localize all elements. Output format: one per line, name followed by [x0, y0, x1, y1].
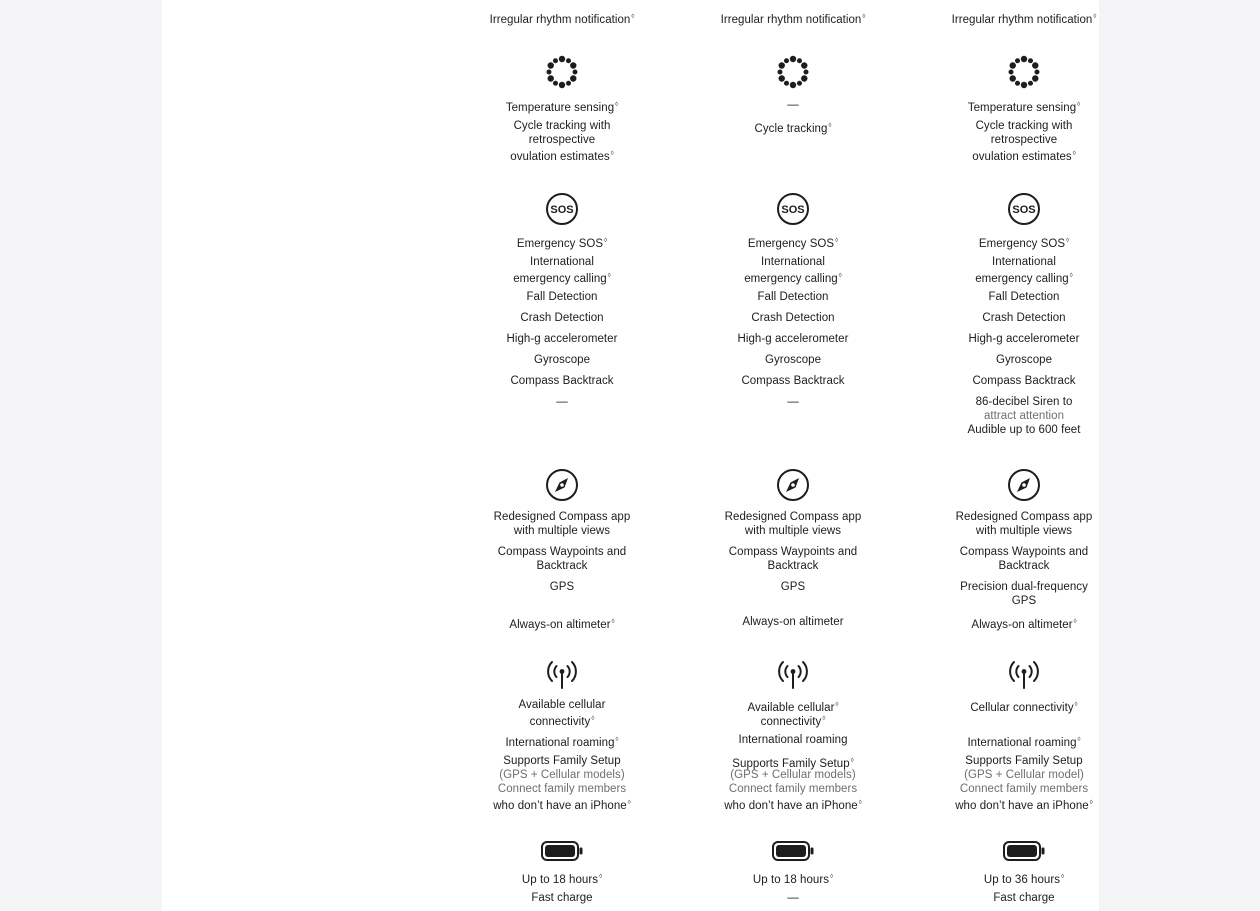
- spec-always-on-altimeter: [924, 615, 1124, 632]
- spec-ovulation-estimates: [462, 147, 662, 164]
- spec-text: High-g accelerometer: [968, 333, 1080, 345]
- spec-emergency-calling: [924, 269, 1124, 286]
- sos-icon: [1006, 191, 1042, 227]
- footnote-mark: ◊: [1061, 874, 1065, 880]
- spec-text: Always-on altimeter: [742, 616, 844, 628]
- spec-gps-cellular-models: [462, 768, 662, 782]
- spec-who-don-t-have-an-iphone: [462, 796, 662, 813]
- spec-text: Redesigned Compass app: [724, 511, 862, 523]
- footnote-mark: ◊: [615, 102, 619, 108]
- spec-compass-waypoints-and: [693, 545, 893, 559]
- spec-text: International roaming: [738, 734, 848, 746]
- spec-text: Cellular connectivity: [970, 702, 1074, 714]
- spec-compass-backtrack: [462, 374, 662, 388]
- spec-text: Cycle tracking with: [975, 120, 1073, 132]
- spec-text: with multiple views: [744, 525, 842, 537]
- compass-icon: [1006, 467, 1042, 503]
- spec-text: Irregular rhythm notification: [720, 14, 862, 26]
- spec-connect-family-members: [924, 782, 1124, 796]
- spec-dash: [693, 98, 893, 112]
- spec-dash: [462, 395, 662, 409]
- model-column-2: [693, 0, 893, 911]
- footnote-mark: ◊: [1077, 737, 1081, 743]
- spec-text: connectivity: [529, 716, 591, 728]
- footnote-mark: ◊: [862, 14, 866, 20]
- spec-connectivity: [693, 712, 893, 729]
- spec-gps: [924, 594, 1124, 608]
- footnote-mark: ◊: [627, 800, 631, 806]
- spec-text: Compass Waypoints and: [959, 546, 1089, 558]
- spec-text: attract attention: [983, 410, 1065, 422]
- spec-who-don-t-have-an-iphone: [924, 796, 1124, 813]
- spec-text: Backtrack: [767, 560, 819, 572]
- spec-text: Irregular rhythm notification: [489, 14, 631, 26]
- spec-gps: [693, 580, 893, 594]
- spec-text: emergency calling: [975, 273, 1069, 285]
- spec-text: Emergency SOS: [747, 238, 835, 250]
- svg-text:SOS: SOS: [550, 204, 574, 216]
- spec-retrospective: [462, 133, 662, 147]
- spec-gyroscope: [924, 353, 1124, 367]
- spec-text: Gyroscope: [764, 354, 822, 366]
- spec-fast-charge: [924, 891, 1124, 905]
- spec-text: Compass Backtrack: [972, 375, 1076, 387]
- spec-emergency-sos: [924, 234, 1124, 251]
- spec-cycle-tracking-with: [924, 119, 1124, 133]
- spec-gps-cellular-models: [693, 768, 893, 782]
- spec-cycle-tracking: [693, 119, 893, 136]
- spec-text: International: [761, 256, 825, 268]
- spec-text: Cycle tracking: [754, 123, 828, 135]
- spec-text: Redesigned Compass app: [493, 511, 631, 523]
- spec-text: Crash Detection: [520, 312, 604, 324]
- spec-backtrack: [924, 559, 1124, 573]
- spec-emergency-calling: [462, 269, 662, 286]
- spec-up-to-18-hours: [462, 870, 662, 887]
- footnote-mark: ◊: [1089, 800, 1093, 806]
- spec-up-to-36-hours: [924, 870, 1124, 887]
- spec-fall-detection: [693, 290, 893, 304]
- spec-irregular-rhythm-notification: [462, 10, 662, 27]
- footnote-mark: ◊: [631, 14, 635, 20]
- spec-text: Precision dual-frequency: [960, 581, 1088, 593]
- spec-supports-family-setup: [462, 754, 662, 768]
- spec-redesigned-compass-app: [924, 510, 1124, 524]
- spec-text: Compass Waypoints and: [728, 546, 858, 558]
- spec-high-g-accelerometer: [462, 332, 662, 346]
- spec-precision-dual-frequency: [924, 580, 1124, 594]
- svg-text:SOS: SOS: [1012, 204, 1036, 216]
- spec-text: High-g accelerometer: [737, 333, 849, 345]
- spec-text: Up to 18 hours: [521, 874, 599, 886]
- spec-fast-charge: [462, 891, 662, 905]
- footnote-mark: ◊: [615, 737, 619, 743]
- spec-text: Compass Backtrack: [510, 375, 614, 387]
- spec-text: Gyroscope: [533, 354, 591, 366]
- spec-audible-up-to-600-feet: [924, 423, 1124, 437]
- spec-text: Temperature sensing: [505, 102, 615, 114]
- footnote-mark: ◊: [838, 273, 842, 279]
- spec-text: Supports Family Setup: [503, 755, 621, 767]
- sos-icon: [544, 191, 580, 227]
- spec-connect-family-members: [693, 782, 893, 796]
- spec-gyroscope: [462, 353, 662, 367]
- spec-redesigned-compass-app: [462, 510, 662, 524]
- spec-text: (GPS + Cellular models): [499, 769, 625, 781]
- spec-text: Supports Family Setup: [732, 758, 850, 770]
- spec-attract-attention: [924, 409, 1124, 423]
- spec-text: —: [787, 396, 799, 408]
- footnote-mark: ◊: [604, 238, 608, 244]
- spec-crash-detection: [693, 311, 893, 325]
- battery-icon: [540, 833, 584, 869]
- spec-text: Supports Family Setup: [965, 755, 1083, 767]
- cellular-icon: [775, 656, 811, 692]
- spec-backtrack: [462, 559, 662, 573]
- comparison-panel: [162, 0, 1099, 911]
- spec-international-roaming: [693, 733, 893, 747]
- spec-text: —: [556, 396, 568, 408]
- spec-text: Up to 18 hours: [752, 874, 830, 886]
- model-column-1: [462, 0, 662, 911]
- spec-text: connectivity: [760, 716, 822, 728]
- spec-emergency-calling: [693, 269, 893, 286]
- spec-text: Emergency SOS: [516, 238, 604, 250]
- spec-irregular-rhythm-notification: [924, 10, 1124, 27]
- spec-cellular-connectivity: [924, 698, 1124, 715]
- spec-redesigned-compass-app: [693, 510, 893, 524]
- spec-text: Backtrack: [536, 560, 588, 572]
- spec-always-on-altimeter: [462, 615, 662, 632]
- cellular-icon: [544, 656, 580, 692]
- spec-temperature-sensing: [462, 98, 662, 115]
- spec-text: Available cellular: [518, 699, 606, 711]
- spec-text: 86-decibel Siren to: [975, 396, 1073, 408]
- spec-text: GPS: [549, 581, 575, 593]
- spec-text: Fast charge: [531, 892, 593, 904]
- spec-text: who don’t have an iPhone: [493, 800, 627, 812]
- spec-dash: [693, 891, 893, 905]
- spec-connectivity: [462, 712, 662, 729]
- footnote-mark: ◊: [1072, 151, 1076, 157]
- spec-international-roaming: [924, 733, 1124, 750]
- spec-connect-family-members: [462, 782, 662, 796]
- compass-icon: [775, 467, 811, 503]
- spec-cycle-tracking-with: [462, 119, 662, 133]
- spec-international-roaming: [462, 733, 662, 750]
- spec-retrospective: [924, 133, 1124, 147]
- spec-text: Always-on altimeter: [971, 619, 1073, 631]
- spec-text: retrospective: [990, 134, 1058, 146]
- spec-international: [924, 255, 1124, 269]
- spec-text: —: [787, 99, 799, 111]
- footnote-mark: ◊: [1066, 238, 1070, 244]
- spec-text: Always-on altimeter: [509, 619, 611, 631]
- spec-compass-waypoints-and: [462, 545, 662, 559]
- spec-text: Compass Waypoints and: [497, 546, 627, 558]
- spec-text: International: [992, 256, 1056, 268]
- footnote-mark: ◊: [830, 874, 834, 880]
- spec-text: GPS: [1011, 595, 1037, 607]
- spec-gps-cellular-model: [924, 768, 1124, 782]
- battery-icon: [771, 833, 815, 869]
- spec-dash: [693, 395, 893, 409]
- sos-icon: [775, 191, 811, 227]
- compass-icon: [544, 467, 580, 503]
- spec-text: ovulation estimates: [510, 151, 610, 163]
- spec-compass-backtrack: [924, 374, 1124, 388]
- spec-text: Crash Detection: [751, 312, 835, 324]
- model-column-3: [924, 0, 1124, 911]
- spec-text: Redesigned Compass app: [955, 511, 1093, 523]
- spec-text: Connect family members: [959, 783, 1089, 795]
- spec-text: ovulation estimates: [972, 151, 1072, 163]
- footnote-mark: ◊: [611, 619, 615, 625]
- spec-text: emergency calling: [513, 273, 607, 285]
- spec-86-decibel-siren-to: [924, 395, 1124, 409]
- spec-text: Fall Detection: [757, 291, 829, 303]
- footnote-mark: ◊: [1073, 619, 1077, 625]
- spec-supports-family-setup: [924, 754, 1124, 768]
- spec-who-don-t-have-an-iphone: [693, 796, 893, 813]
- spec-text: —: [787, 892, 799, 904]
- spec-with-multiple-views: [924, 524, 1124, 538]
- spec-text: who don’t have an iPhone: [724, 800, 858, 812]
- spec-text: International roaming: [505, 737, 615, 749]
- spec-text: Temperature sensing: [967, 102, 1077, 114]
- spec-high-g-accelerometer: [693, 332, 893, 346]
- cellular-icon: [1006, 656, 1042, 692]
- footnote-mark: ◊: [835, 238, 839, 244]
- spec-text: (GPS + Cellular models): [730, 769, 856, 781]
- footnote-mark: ◊: [822, 716, 826, 722]
- spec-with-multiple-views: [693, 524, 893, 538]
- spec-up-to-18-hours: [693, 870, 893, 887]
- spec-text: Fall Detection: [526, 291, 598, 303]
- spec-text: GPS: [780, 581, 806, 593]
- spec-crash-detection: [462, 311, 662, 325]
- spec-irregular-rhythm-notification: [693, 10, 893, 27]
- spec-text: Compass Backtrack: [741, 375, 845, 387]
- spec-text: Crash Detection: [982, 312, 1066, 324]
- footnote-mark: ◊: [828, 123, 832, 129]
- spec-text: Connect family members: [497, 783, 627, 795]
- spec-gyroscope: [693, 353, 893, 367]
- spec-emergency-sos: [462, 234, 662, 251]
- footnote-mark: ◊: [835, 702, 839, 708]
- spec-emergency-sos: [693, 234, 893, 251]
- spec-text: (GPS + Cellular model): [964, 769, 1084, 781]
- spec-fall-detection: [924, 290, 1124, 304]
- spec-text: Connect family members: [728, 783, 858, 795]
- spec-text: International: [530, 256, 594, 268]
- spec-gps: [462, 580, 662, 594]
- footnote-mark: ◊: [607, 273, 611, 279]
- spec-crash-detection: [924, 311, 1124, 325]
- spec-text: High-g accelerometer: [506, 333, 618, 345]
- footnote-mark: ◊: [1069, 273, 1073, 279]
- spec-text: emergency calling: [744, 273, 838, 285]
- footnote-mark: ◊: [610, 151, 614, 157]
- spec-backtrack: [693, 559, 893, 573]
- footnote-mark: ◊: [850, 758, 854, 764]
- footnote-mark: ◊: [599, 874, 603, 880]
- footnote-mark: ◊: [1074, 702, 1078, 708]
- spec-temperature-sensing: [924, 98, 1124, 115]
- spec-text: Irregular rhythm notification: [951, 14, 1093, 26]
- spec-international: [693, 255, 893, 269]
- spec-text: Gyroscope: [995, 354, 1053, 366]
- spec-text: with multiple views: [975, 525, 1073, 537]
- spec-text: International roaming: [967, 737, 1077, 749]
- spec-always-on-altimeter: [693, 615, 893, 629]
- spec-with-multiple-views: [462, 524, 662, 538]
- spec-text: with multiple views: [513, 525, 611, 537]
- footnote-mark: ◊: [858, 800, 862, 806]
- spec-text: Fast charge: [993, 892, 1055, 904]
- battery-icon: [1002, 833, 1046, 869]
- spec-text: who don’t have an iPhone: [955, 800, 1089, 812]
- spec-international: [462, 255, 662, 269]
- cycle-tracking-icon: [775, 54, 811, 90]
- footnote-mark: ◊: [591, 716, 595, 722]
- footnote-mark: ◊: [1077, 102, 1081, 108]
- spec-text: Audible up to 600 feet: [967, 424, 1081, 436]
- svg-text:SOS: SOS: [781, 204, 805, 216]
- footnote-mark: ◊: [1093, 14, 1097, 20]
- spec-text: Up to 36 hours: [983, 874, 1061, 886]
- spec-available-cellular: [462, 698, 662, 712]
- cycle-tracking-icon: [1006, 54, 1042, 90]
- spec-text: Emergency SOS: [978, 238, 1066, 250]
- spec-text: Backtrack: [998, 560, 1050, 572]
- spec-text: Fall Detection: [988, 291, 1060, 303]
- spec-compass-waypoints-and: [924, 545, 1124, 559]
- cycle-tracking-icon: [544, 54, 580, 90]
- spec-fall-detection: [462, 290, 662, 304]
- spec-text: retrospective: [528, 134, 596, 146]
- spec-compass-backtrack: [693, 374, 893, 388]
- spec-text: Available cellular: [747, 702, 835, 714]
- spec-text: Cycle tracking with: [513, 120, 611, 132]
- spec-high-g-accelerometer: [924, 332, 1124, 346]
- spec-ovulation-estimates: [924, 147, 1124, 164]
